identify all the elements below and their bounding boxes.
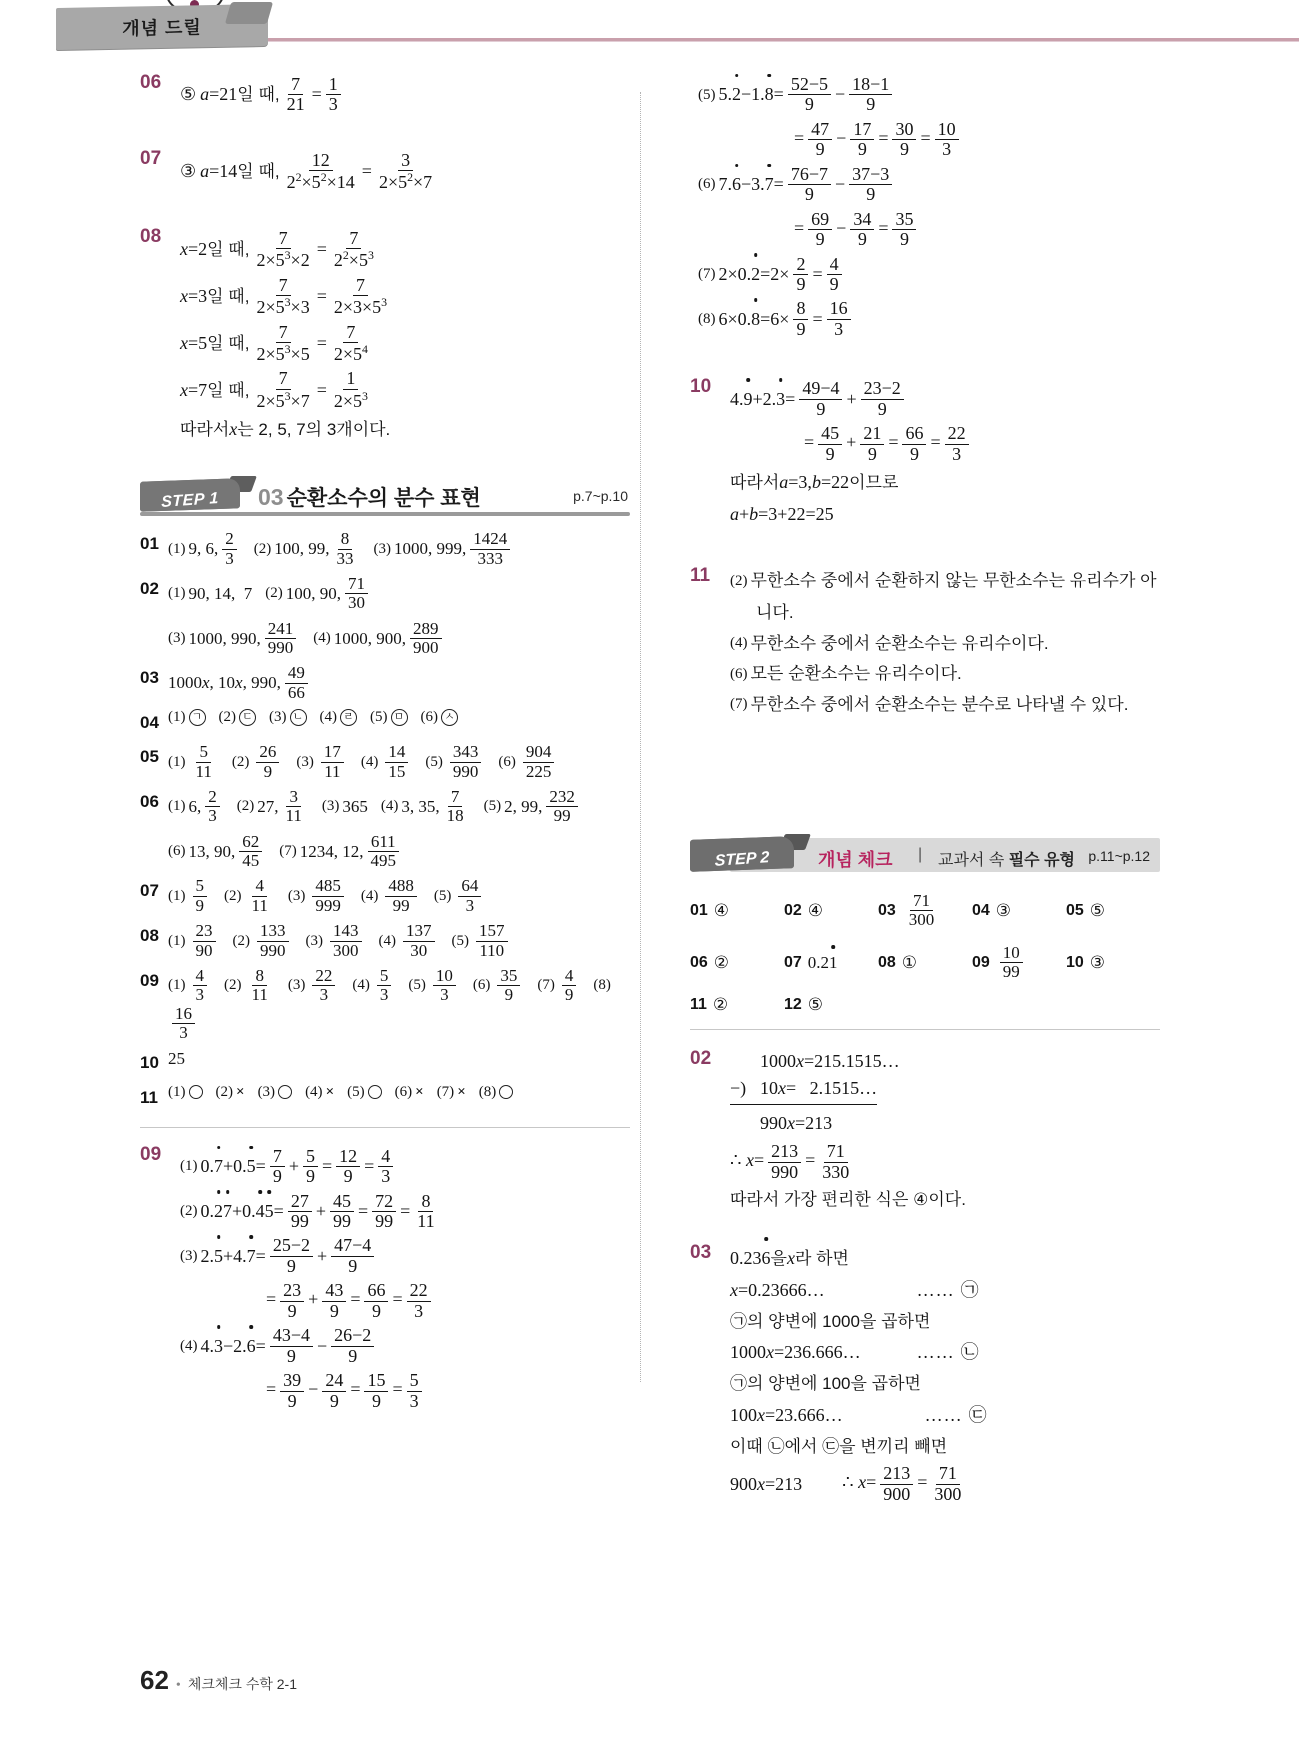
step2-subtitle: [938, 847, 1075, 870]
solution-10-number: 10: [690, 376, 712, 398]
step2-answer-cell: [784, 995, 878, 1015]
step2-answer-value: ③: [995, 900, 1012, 920]
solution-09-cont-body: [698, 70, 1160, 344]
answer-row-content: (1) (2) × (3) (4) × (5) (6) × (7) × (8): [168, 1084, 630, 1101]
answer-row: [140, 575, 630, 613]
solution-09-body: [180, 1142, 630, 1416]
answer-row-number: 09: [140, 970, 159, 990]
column-divider: [640, 92, 641, 1382]
drill-item-body: [180, 224, 630, 449]
solution-line: ㉠의 양변에 1000을 곱하면: [730, 1311, 931, 1331]
step1-answer-list: [140, 530, 630, 1110]
step2-answer-cell: [784, 892, 878, 930]
solution-09: [140, 1142, 630, 1416]
answer-row-content: (1) ㄱ (2) ㄷ (3) ㄴ (4) ㄹ (5) ㅁ (6) ㅅ: [168, 709, 630, 726]
solution-line: ㉠의 양변에 100을 곱하면: [730, 1374, 921, 1394]
step2-page-range: p.11~p.12: [1088, 848, 1150, 864]
solution-line: (5) 5. 2 −1. 8 = $\frac{52-5}{9}$ − $\frac{18-1}{9}$: [698, 75, 1160, 115]
section-divider: [140, 1127, 630, 1128]
step2-answer-cell: [1066, 944, 1160, 982]
solution-11-body: [730, 563, 1160, 722]
solution-line: 4. 9 +2. 3 = $\frac{49-4}{9}$ + $\frac{23-2}{9}$: [730, 379, 1160, 419]
step2-answer-value: ⑤: [1089, 900, 1106, 920]
step2-answer-value: ①: [901, 952, 918, 972]
answer-row-content: 1000 x , 10 x , 990, $\frac{49}{66}$: [168, 664, 630, 702]
answer-row-content: (1) $\frac{4}{3}$ (2) $\frac{8}{11}$ (3) $\frac{22}{3}$ (4) $\frac{5}{3}$ (5) $\frac{10}{3}$ (6) $\frac{35}{9}$ (7) $\frac{4}{9}$ (8) $\frac{16}{3}$: [168, 965, 611, 1042]
solution-line: 100 x =23.666… …… ㉢: [730, 1404, 987, 1425]
solution-line: (1) 0. 7 +0. 5 = $\frac{7}{9}$ + $\frac{5}{9}$ = $\frac{12}{9}$ = $\frac{4}{3}$: [180, 1147, 630, 1187]
solution-line: (4) 무한소수 중에서 순환소수는 유리수이다.: [730, 633, 1049, 653]
step2-answer-value: ④: [807, 900, 824, 920]
step2-answer-value: $\frac{10}{99}$: [996, 944, 1027, 982]
drill-item: [140, 146, 630, 198]
solution-02-line-5: 따라서 가장 편리한 식은 ④이다.: [730, 1190, 966, 1210]
step2-answer-value: $\frac{71}{300}$: [908, 891, 935, 930]
solution-line: 0.23 6 을 x 라 하면: [730, 1245, 1160, 1272]
subtraction-minuend: 1000x=215.1515…: [760, 1051, 900, 1072]
solution-03-number: 03: [690, 1241, 712, 1263]
subtraction-row-2: [730, 1075, 877, 1105]
step2-answer-number: 08: [878, 953, 896, 971]
solution-line: (4) 4. 3 −2. 6 = $\frac{43-4}{9}$ − $\frac{26-2}{9}$: [180, 1326, 630, 1366]
step2-answer-value: ④: [713, 900, 730, 920]
right-column: [690, 70, 1160, 1513]
answer-row: [140, 922, 630, 960]
answer-row-number: 03: [140, 668, 159, 688]
page-header-banner: [0, 0, 1299, 58]
solution-10: [690, 374, 1160, 533]
page-footer: [140, 1665, 297, 1696]
solution-10-body: [730, 374, 1160, 533]
solution-02: [690, 1046, 1160, 1217]
answer-row-number: 11: [140, 1087, 158, 1107]
drill-item-body: [180, 146, 630, 198]
solution-line: a + b =3+22=25: [730, 504, 834, 524]
solution-03: [690, 1240, 1160, 1509]
solution-line: (7) 무한소수 중에서 순환소수는 분수로 나타낼 수 있다.: [730, 694, 1129, 714]
step2-answer-cell: [972, 944, 1066, 982]
step1-title: [258, 482, 481, 512]
answer-row-content: (1) $\frac{5}{11}$ (2) $\frac{26}{9}$ (3) $\frac{17}{11}$ (4) $\frac{14}{15}$ (5) $\frac{343}{990}$ (6) $\frac{904}{225}$: [168, 743, 630, 781]
step2-answer-number: 09: [972, 953, 990, 971]
subtraction-block: [730, 1048, 1160, 1137]
answer-row: [140, 664, 630, 702]
step2-answer-number: 03: [878, 901, 896, 919]
step2-answer-value: ②: [712, 995, 729, 1015]
solution-line: 900 x =213 ∴ x= $\frac{213}{900}$ = $\frac{71}{300}$: [730, 1463, 962, 1504]
solution-line: (7) 2×0. 2 =2× $\frac{2}{9}$ = $\frac{4}{9}$: [698, 255, 1160, 295]
answer-row-number: 10: [140, 1053, 159, 1073]
solution-line: = $\frac{45}{9}$ + $\frac{21}{9}$ = $\frac{66}{9}$ = $\frac{22}{3}$: [730, 424, 1160, 464]
footer-dot: •: [175, 1678, 181, 1693]
drill-solution-list: [140, 70, 630, 448]
solution-line: (6) 7. 6 −3. 7 = $\frac{76-7}{9}$ − $\frac{37-3}{9}$: [698, 165, 1160, 205]
answer-row-content: 25: [168, 1049, 185, 1069]
drill-item: [140, 224, 630, 449]
answer-row: [140, 788, 630, 826]
step2-answer-number: 07: [784, 953, 802, 971]
solution-line: 따라서 a =3, b =22 이므로: [730, 472, 899, 492]
answer-row-number: 01: [140, 534, 159, 554]
step2-answer-number: 02: [784, 901, 802, 919]
solution-line: 1000 x =236.666… …… ㉡: [730, 1342, 979, 1363]
step2-subtitle-bold: 필수 유형: [1008, 852, 1075, 869]
answer-row-number: 02: [140, 578, 159, 598]
step2-answer-cell: [878, 892, 972, 930]
drill-item-line: x =3 일 때, $\frac{7}{2\times 5^3\times 3}$ = $\frac{7}{2\times 3\times 5^3}$: [180, 274, 388, 318]
step1-title-text: 순환소수의 분수 표현: [286, 487, 481, 511]
solution-line: = $\frac{39}{9}$ − $\frac{24}{9}$ = $\frac{15}{9}$ = $\frac{5}{3}$: [180, 1371, 630, 1411]
step2-answer-number: 10: [1066, 953, 1084, 971]
drill-item: [140, 70, 630, 120]
answer-row-number: 05: [140, 747, 159, 767]
subtraction-result: 990x=213: [760, 1113, 833, 1134]
step2-answer-cell: [784, 944, 878, 982]
subtraction-row-3: [730, 1110, 1160, 1137]
drill-item-line: ⑤ a =21 일 때, $\frac{7}{21}$ = $\frac{1}{3}$: [180, 75, 630, 115]
solution-line: 이때 ㉡에서 ㉢을 변끼리 빼면: [730, 1436, 948, 1456]
solution-02-body: [730, 1046, 1160, 1217]
answer-row: [140, 833, 630, 871]
step2-answer-value: ②: [713, 952, 730, 972]
drill-item-line: x =5 일 때, $\frac{7}{2\times 5^3\times 5}$ = $\frac{7}{2\times 5^4}$: [180, 321, 368, 364]
step2-answer-value: ③: [1089, 952, 1106, 972]
step2-answer-value: ⑤: [807, 995, 824, 1015]
step1-page-range: p.7~p.10: [573, 488, 628, 505]
solution-09-number: 09: [140, 1143, 162, 1165]
drill-item-body: [180, 70, 630, 120]
answer-row-number: 08: [140, 926, 159, 946]
header-rule-secondary: [268, 41, 1299, 42]
answer-row-content: (1) 90, 14, 7 (2) 100, 90, $\frac{71}{30}$: [168, 575, 630, 613]
step1-header: [140, 474, 630, 520]
answer-row: [140, 1049, 630, 1076]
drill-item-line: x =2 일 때, $\frac{7}{2\times 5^3\times 2}$ = $\frac{7}{2^2\times 5^3}$: [180, 227, 374, 271]
subtraction-sign: −): [730, 1078, 747, 1099]
step2-answer-number: 11: [690, 996, 707, 1014]
answer-row-number: 06: [140, 792, 159, 812]
solution-line: = $\frac{69}{9}$ − $\frac{34}{9}$ = $\frac{35}{9}$: [698, 210, 1160, 250]
step1-tag-label: STEP 1: [161, 490, 219, 512]
step1-section-number: 03: [258, 484, 284, 511]
solution-line: (6) 모든 순환소수는 유리수이다.: [730, 664, 962, 683]
step2-answer-number: 12: [784, 996, 802, 1014]
drill-item-line: x =7 일 때, $\frac{7}{2\times 5^3\times 7}$ = $\frac{1}{2\times 5^3}$: [180, 368, 368, 411]
answer-row-content: (1) 9, 6, $\frac{2}{3}$ (2) 100, 99, $\frac{8}{33}$ (3) 1000, 999, $\frac{1424}{333}$: [168, 530, 630, 568]
step2-answer-value: 0.21: [807, 952, 838, 972]
solution-02-number: 02: [690, 1048, 712, 1070]
step2-answer-cell: [690, 944, 784, 982]
answer-row-content: (1) 6, $\frac{2}{3}$ (2) 27, $\frac{3}{11}$ (3) 365 (4) 3, 35, $\frac{7}{18}$ (5) 2, 99, $\frac{232}{99}$: [168, 788, 630, 826]
solution-line: x =0.23666… …… ㉠: [730, 1279, 979, 1300]
step2-answer-number: 06: [690, 953, 708, 971]
left-column: [140, 70, 630, 1420]
step2-answer-cell: [1066, 892, 1160, 930]
solution-09-continued: [690, 70, 1160, 344]
solution-line: (3) 2. 5 +4. 7 = $\frac{25-2}{9}$ + $\frac{47-4}{9}$: [180, 1236, 630, 1276]
step2-answer-grid: [690, 892, 1160, 1015]
step2-answer-cell: [972, 892, 1066, 930]
page-number: 62: [140, 1665, 169, 1695]
solution-line: = $\frac{23}{9}$ + $\frac{43}{9}$ = $\frac{66}{9}$ = $\frac{22}{3}$: [180, 1281, 630, 1321]
step2-answer-cell: [878, 944, 972, 982]
banner-label: 개념 드릴: [122, 17, 202, 39]
drill-item-line: ③ a =14 일 때, $\frac{12}{2^2\times 5^2\times 14}$ = $\frac{3}{2\times 5^2\times 7}$: [180, 149, 433, 193]
answer-row-number: 04: [140, 713, 159, 733]
drill-item-number: 07: [140, 147, 162, 169]
solution-03-body: [730, 1240, 1160, 1509]
step2-answer-cell: [690, 995, 784, 1015]
answer-row: [140, 743, 630, 781]
answer-row: [140, 967, 630, 1042]
step2-title: 개념 체크: [818, 850, 893, 870]
step2-answer-cell: [690, 892, 784, 930]
step2-subtitle-plain: 교과서 속: [938, 852, 1009, 869]
drill-item-number: 06: [140, 72, 162, 93]
subtraction-subtrahend: 10x= 2.1515…: [760, 1078, 878, 1099]
answer-row: [140, 530, 630, 568]
answer-row-content: (1) $\frac{23}{90}$ (2) $\frac{133}{990}$ (3) $\frac{143}{300}$ (4) $\frac{137}{30}$ (5) $\frac{157}{110}$: [168, 922, 630, 960]
solution-line: 니다.: [756, 602, 794, 622]
solution-11-number: 11: [690, 565, 711, 586]
step2-divider: [690, 1029, 1160, 1030]
solution-02-line-4: ∴ x= $\frac{213}{990}$ = $\frac{71}{330}$: [730, 1141, 850, 1182]
subtraction-row-1: [730, 1048, 1160, 1075]
step2-answer-number: 05: [1066, 901, 1084, 919]
solution-line: = $\frac{47}{9}$ − $\frac{17}{9}$ = $\frac{30}{9}$ = $\frac{10}{3}$: [698, 120, 1160, 160]
answer-row: [140, 877, 630, 915]
solution-line: (2) 0. 2 7 +0. 4 5 = $\frac{27}{99}$ + $\frac{45}{99}$ = $\frac{72}{99}$ = $\frac{8}{11}$: [180, 1190, 435, 1232]
step2-tag-label: STEP 2: [714, 849, 770, 870]
book-title: 체크체크 수학 2-1: [187, 1676, 297, 1692]
answer-row: [140, 1084, 630, 1111]
answer-row: [140, 709, 630, 736]
drill-item-number: 08: [140, 225, 162, 247]
answer-row-content: (1) $\frac{5}{9}$ (2) $\frac{4}{11}$ (3) $\frac{485}{999}$ (4) $\frac{488}{99}$ (5) $\frac{64}{3}$: [168, 877, 630, 915]
step2-answer-number: 04: [972, 901, 990, 919]
answer-row-content: (6) 13, 90, $\frac{62}{45}$ (7) 1234, 12, $\frac{611}{495}$: [168, 833, 630, 871]
solution-line: (2) 무한소수 중에서 순환하지 않는 무한소수는 유리수가 아: [730, 571, 1157, 590]
answer-row-content: (3) 1000, 990, $\frac{241}{990}$ (4) 1000, 900, $\frac{289}{900}$: [168, 620, 630, 658]
step2-header: [690, 834, 1160, 880]
answer-row: [140, 620, 630, 658]
solution-line: (8) 6×0. 8 =6× $\frac{8}{9}$ = $\frac{16}{3}$: [698, 299, 1160, 339]
step2-separator: |: [918, 846, 923, 863]
step1-rule: [140, 512, 630, 516]
step2-answer-number: 01: [690, 901, 708, 919]
drill-item-line: 따라서 x 는 2, 5, 7의 3개이다.: [180, 419, 391, 440]
answer-row-number: 07: [140, 881, 159, 901]
solution-11: [690, 563, 1160, 722]
